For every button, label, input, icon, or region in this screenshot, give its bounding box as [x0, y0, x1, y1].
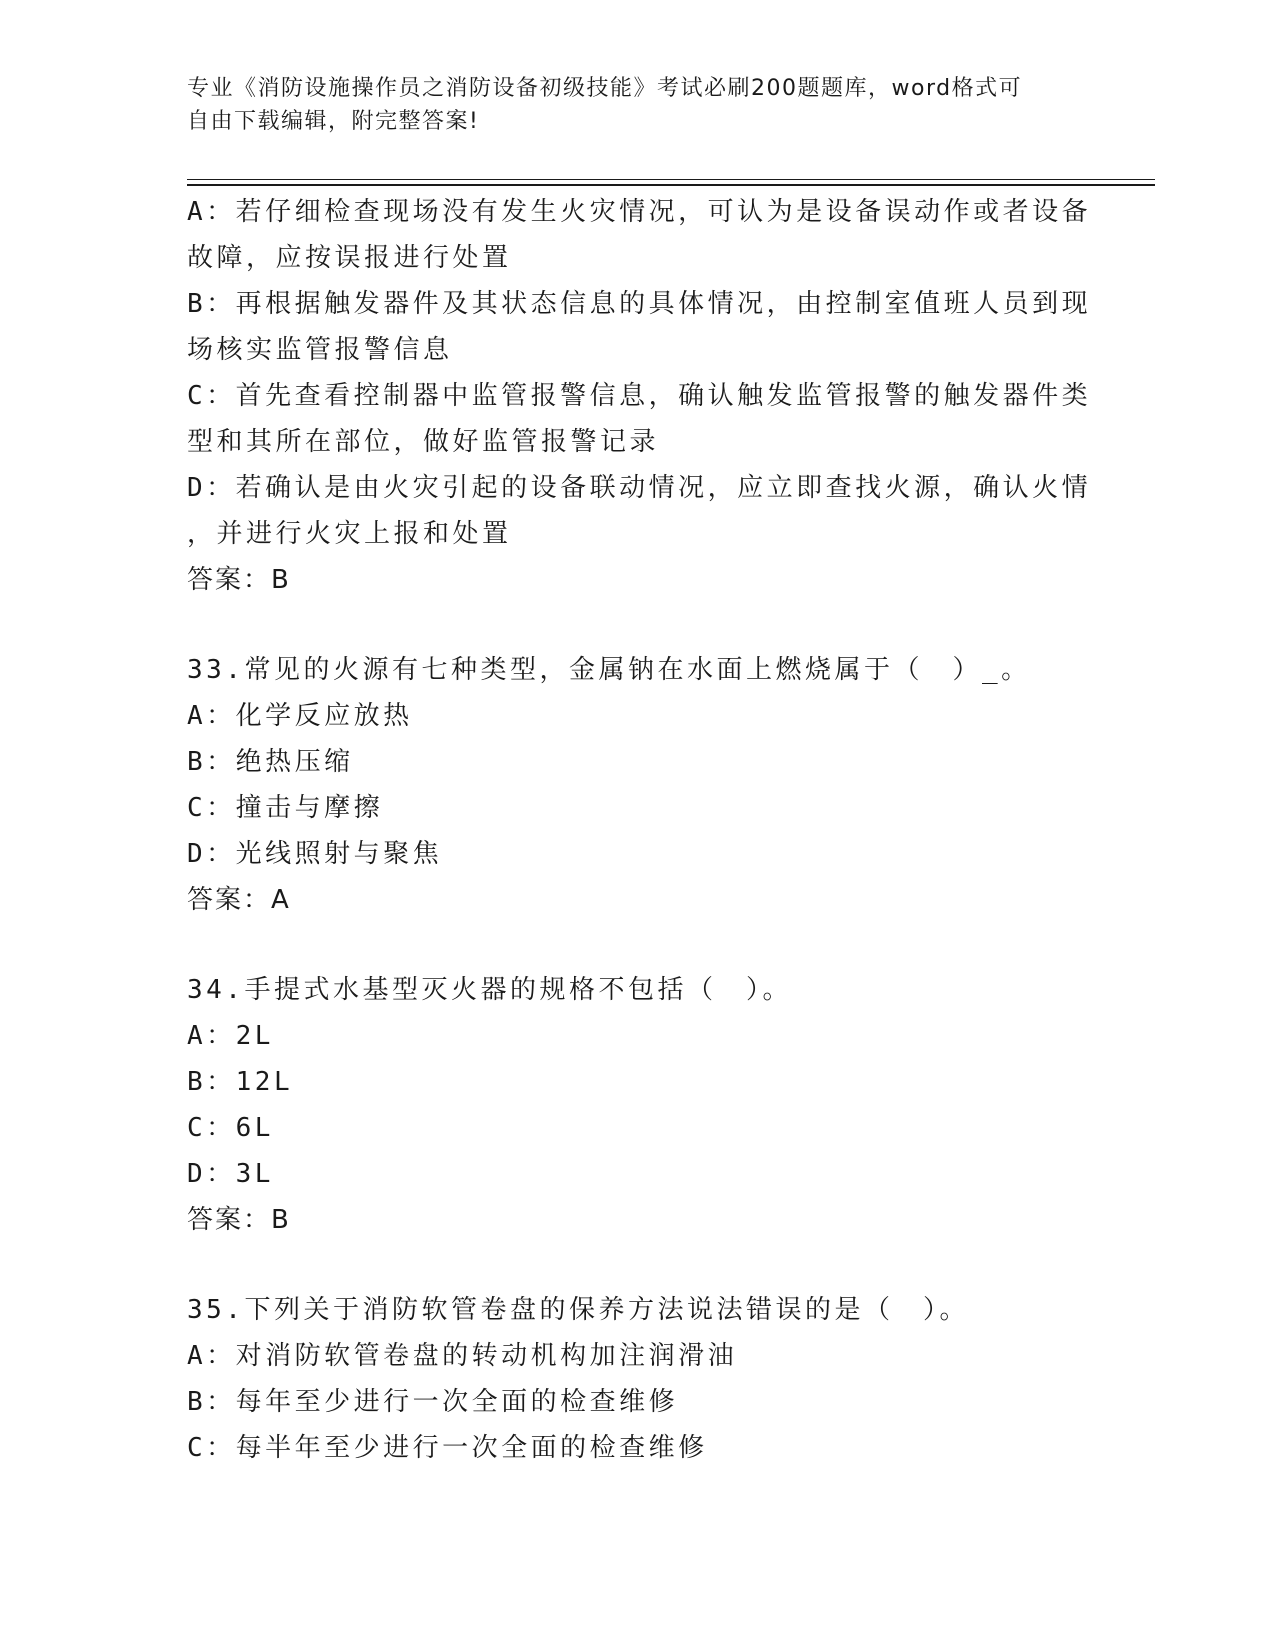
header-rule-bottom	[187, 184, 1155, 186]
option-d: D：3L	[187, 1159, 274, 1189]
option-c: C：6L	[187, 1113, 274, 1143]
option-line: A：若仔细检查现场没有发生火灾情况，可认为是设备误动作或者设备	[187, 197, 1092, 227]
option-line: D：若确认是由火灾引起的设备联动情况，应立即查找火源，确认火情	[187, 473, 1092, 503]
question-34	[187, 967, 1087, 1243]
option-line: 场核实监管报警信息	[187, 335, 453, 365]
header-line-2: 自由下载编辑，附完整答案!	[187, 109, 480, 134]
option-line: ，并进行火灾上报和处置	[187, 519, 512, 549]
answer-text: 答案：B	[187, 1205, 291, 1235]
option-a: A：化学反应放热	[187, 701, 413, 731]
question-list	[187, 189, 1092, 1471]
question-text: 35.下列关于消防软管卷盘的保养方法说法错误的是（ ）。	[187, 1295, 969, 1325]
option-b: B：绝热压缩	[187, 747, 354, 777]
option-b: B：每年至少进行一次全面的检查维修	[187, 1387, 679, 1417]
option-a: A：对消防软管卷盘的转动机构加注润滑油	[187, 1341, 738, 1371]
question-32	[187, 189, 1092, 603]
question-text: 34.手提式水基型灭火器的规格不包括（ ）。	[187, 975, 792, 1005]
answer-text: 答案：B	[187, 565, 291, 595]
question-33	[187, 647, 1087, 923]
question-text: 33.常见的火源有七种类型，金属钠在水面上燃烧属于（ ）_。	[187, 655, 1031, 685]
option-c: C：撞击与摩擦	[187, 793, 384, 823]
option-line: C：首先查看控制器中监管报警信息，确认触发监管报警的触发器件类	[187, 381, 1092, 411]
option-a: A：2L	[187, 1021, 274, 1051]
document-header	[187, 72, 1067, 138]
header-rule-top	[187, 179, 1155, 180]
option-line: B：再根据触发器件及其状态信息的具体情况，由控制室值班人员到现	[187, 289, 1092, 319]
question-35	[187, 1287, 1087, 1471]
header-line-1: 专业《消防设施操作员之消防设备初级技能》考试必刷200题题库，word格式可	[187, 76, 1023, 101]
option-b: B：12L	[187, 1067, 294, 1097]
answer-text: 答案：A	[187, 885, 291, 915]
option-line: 型和其所在部位，做好监管报警记录	[187, 427, 660, 457]
option-c: C：每半年至少进行一次全面的检查维修	[187, 1433, 708, 1463]
option-d: D：光线照射与聚焦	[187, 839, 443, 869]
option-line: 故障，应按误报进行处置	[187, 243, 512, 273]
